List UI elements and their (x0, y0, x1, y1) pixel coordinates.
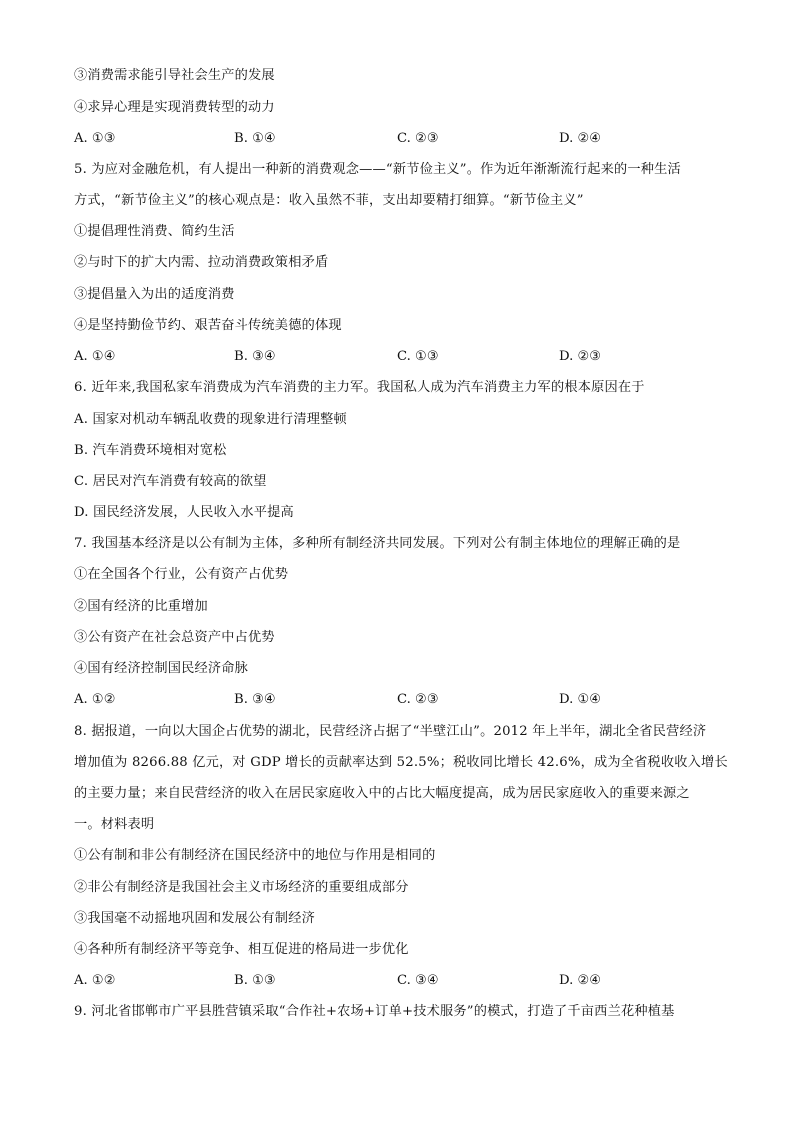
option-a: A. ①④ (74, 349, 116, 364)
text-line: ①公有制和非公有制经济在国民经济中的地位与作用是相同的 (74, 848, 436, 863)
option-c: C. ②③ (397, 131, 439, 146)
text-line: B. 汽车消费环境相对宽松 (74, 443, 227, 458)
option-c: C. ②③ (397, 692, 439, 707)
text-line: ④各种所有制经济平等竞争、相互促进的格局进一步优化 (74, 942, 409, 957)
option-b: B. ①④ (234, 131, 276, 146)
option-c: C. ③④ (397, 973, 439, 988)
question-5: 5. 为应对金融危机，有人提出一种新的消费观念——“新节俭主义”。作为近年渐渐流行起来的一种生活 (74, 162, 681, 177)
option-c: C. ①③ (397, 349, 439, 364)
text-line: ②与时下的扩大内需、拉动消费政策相矛盾 (74, 255, 329, 270)
text-line: ③消费需求能引导社会生产的发展 (74, 68, 275, 83)
question-7: 7. 我国基本经济是以公有制为主体，多种所有制经济共同发展。下列对公有制主体地位的理解正确的是 (74, 536, 681, 551)
text-line: ②国有经济的比重增加 (74, 599, 208, 614)
option-d: D. ①④ (559, 692, 602, 707)
option-d: D. ②④ (559, 973, 602, 988)
text-line: 一。材料表明 (74, 817, 155, 832)
option-d: D. ②④ (559, 131, 602, 146)
text-line: ④国有经济控制国民经济命脉 (74, 661, 249, 676)
text-line: D. 国民经济发展，人民收入水平提高 (74, 505, 294, 520)
option-a: A. ①③ (74, 131, 116, 146)
answer-options (74, 130, 734, 148)
text-line: ④求异心理是实现消费转型的动力 (74, 100, 275, 115)
text-line: 方式，“新节俭主义”的核心观点是：收入虽然不菲，支出却要精打细算。“新节俭主义” (74, 193, 584, 208)
option-a: A. ①② (74, 973, 116, 988)
option-b: B. ①③ (234, 973, 276, 988)
text-line: ②非公有制经济是我国社会主义市场经济的重要组成部分 (74, 880, 409, 895)
text-line: 的主要力量；来自民营经济的收入在居民家庭收入中的占比大幅度提高，成为居民家庭收入的重要来源之 (74, 786, 690, 801)
question-6: 6. 近年来,我国私家车消费成为汽车消费的主力军。我国私人成为汽车消费主力军的根本原因在于 (74, 380, 645, 395)
option-d: D. ②③ (559, 349, 602, 364)
answer-options (74, 972, 734, 990)
answer-options (74, 691, 734, 709)
question-8: 8. 据报道，一向以大国企占优势的湖北，民营经济占据了“半壁江山”。2012 年上半年，湖北全省民营经济 (74, 724, 707, 739)
text-line: C. 居民对汽车消费有较高的欲望 (74, 474, 267, 489)
answer-options (74, 348, 734, 366)
text-line: ①提倡理性消费、简约生活 (74, 224, 235, 239)
option-b: B. ③④ (234, 349, 276, 364)
text-line: ④是坚持勤俭节约、艰苦奋斗传统美德的体现 (74, 318, 342, 333)
text-line: ③提倡量入为出的适度消费 (74, 287, 235, 302)
option-b: B. ③④ (234, 692, 276, 707)
text-line: ③公有资产在社会总资产中占优势 (74, 630, 275, 645)
question-9: 9. 河北省邯郸市广平县胜营镇采取“合作社+农场+订单+技术服务”的模式，打造了千亩西兰花种植基 (74, 1004, 675, 1019)
text-line: 增加值为 8266.88 亿元，对 GDP 增长的贡献率达到 52.5%；税收同比增长 42.6%，成为全省税收收入增长 (74, 755, 728, 770)
text-line: ①在全国各个行业，公有资产占优势 (74, 567, 289, 582)
text-line: A. 国家对机动车辆乱收费的现象进行清理整顿 (74, 412, 347, 427)
option-a: A. ①② (74, 692, 116, 707)
text-line: ③我国毫不动摇地巩固和发展公有制经济 (74, 911, 315, 926)
